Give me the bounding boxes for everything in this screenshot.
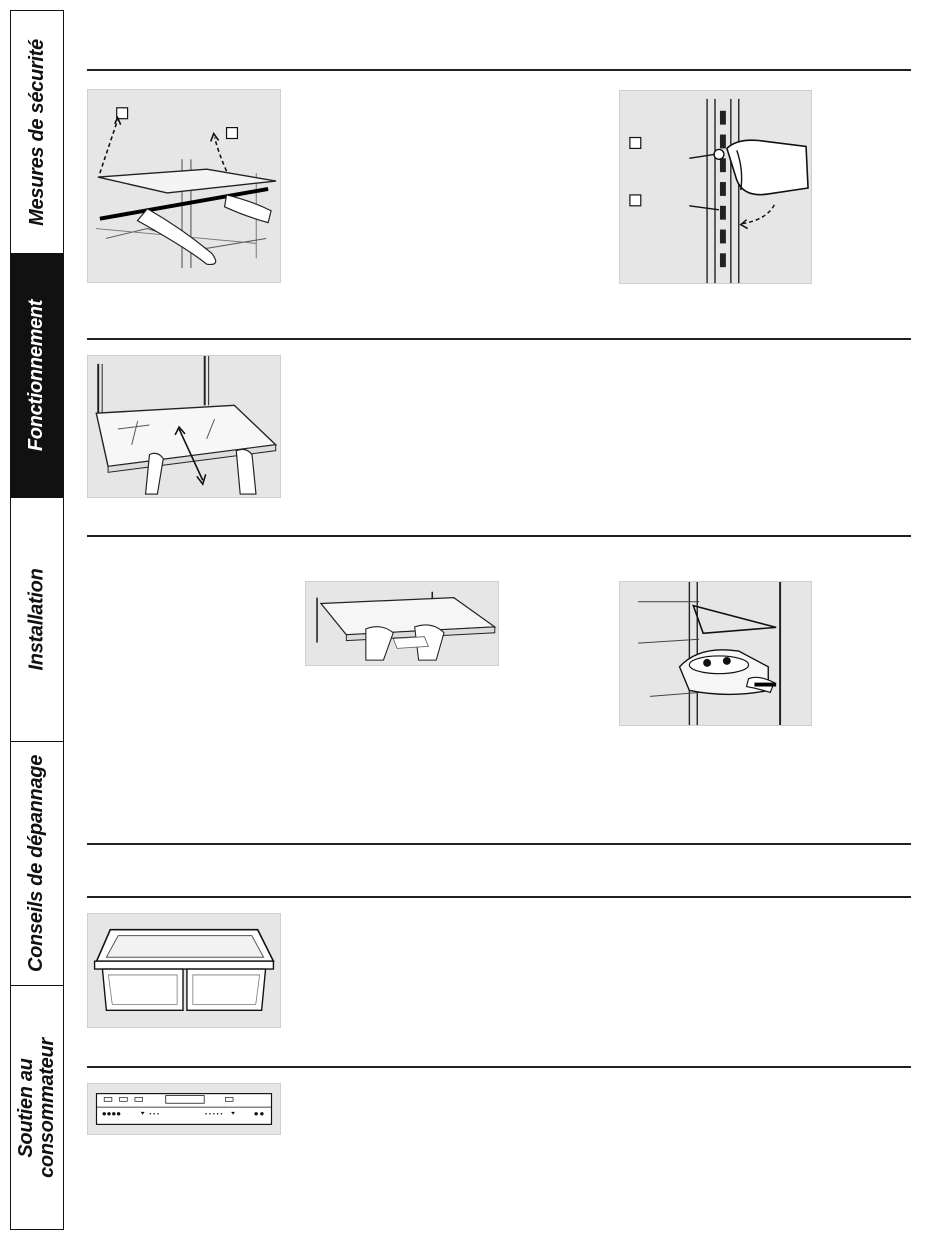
section-divider xyxy=(87,338,911,340)
tab-label-line-2: consommateur xyxy=(36,1037,58,1178)
shelf-tilt-removal-illustration xyxy=(87,89,281,283)
tab-label xyxy=(16,1038,58,1178)
control-panel-illustration xyxy=(87,1083,281,1135)
crisper-drawers-illustration xyxy=(87,913,281,1028)
section-divider xyxy=(87,1066,911,1068)
tab-conseils-de-depannage[interactable] xyxy=(10,741,64,986)
tab-label-line-1: Soutien au xyxy=(15,1057,37,1158)
tab-mesures-de-securite[interactable] xyxy=(10,10,64,254)
shelf-bracket-hook-illustration xyxy=(619,90,812,284)
tab-fonctionnement[interactable] xyxy=(10,253,64,498)
section-tabs xyxy=(10,10,66,1230)
tab-label: Fonctionnement xyxy=(25,299,48,452)
slide-out-shelf-illustration xyxy=(87,355,281,498)
section-divider xyxy=(87,69,911,71)
door-bin-removal-illustration xyxy=(619,581,812,726)
section-divider xyxy=(87,896,911,898)
tab-soutien-au-consommateur[interactable] xyxy=(10,985,64,1230)
tab-label: Conseils de dépannage xyxy=(25,754,48,973)
tab-label: Mesures de sécurité xyxy=(25,38,48,226)
tab-installation[interactable] xyxy=(10,497,64,742)
section-divider xyxy=(87,535,911,537)
section-divider xyxy=(87,843,911,845)
spillproof-shelf-slide-illustration xyxy=(305,581,499,666)
tab-label: Installation xyxy=(25,568,48,671)
